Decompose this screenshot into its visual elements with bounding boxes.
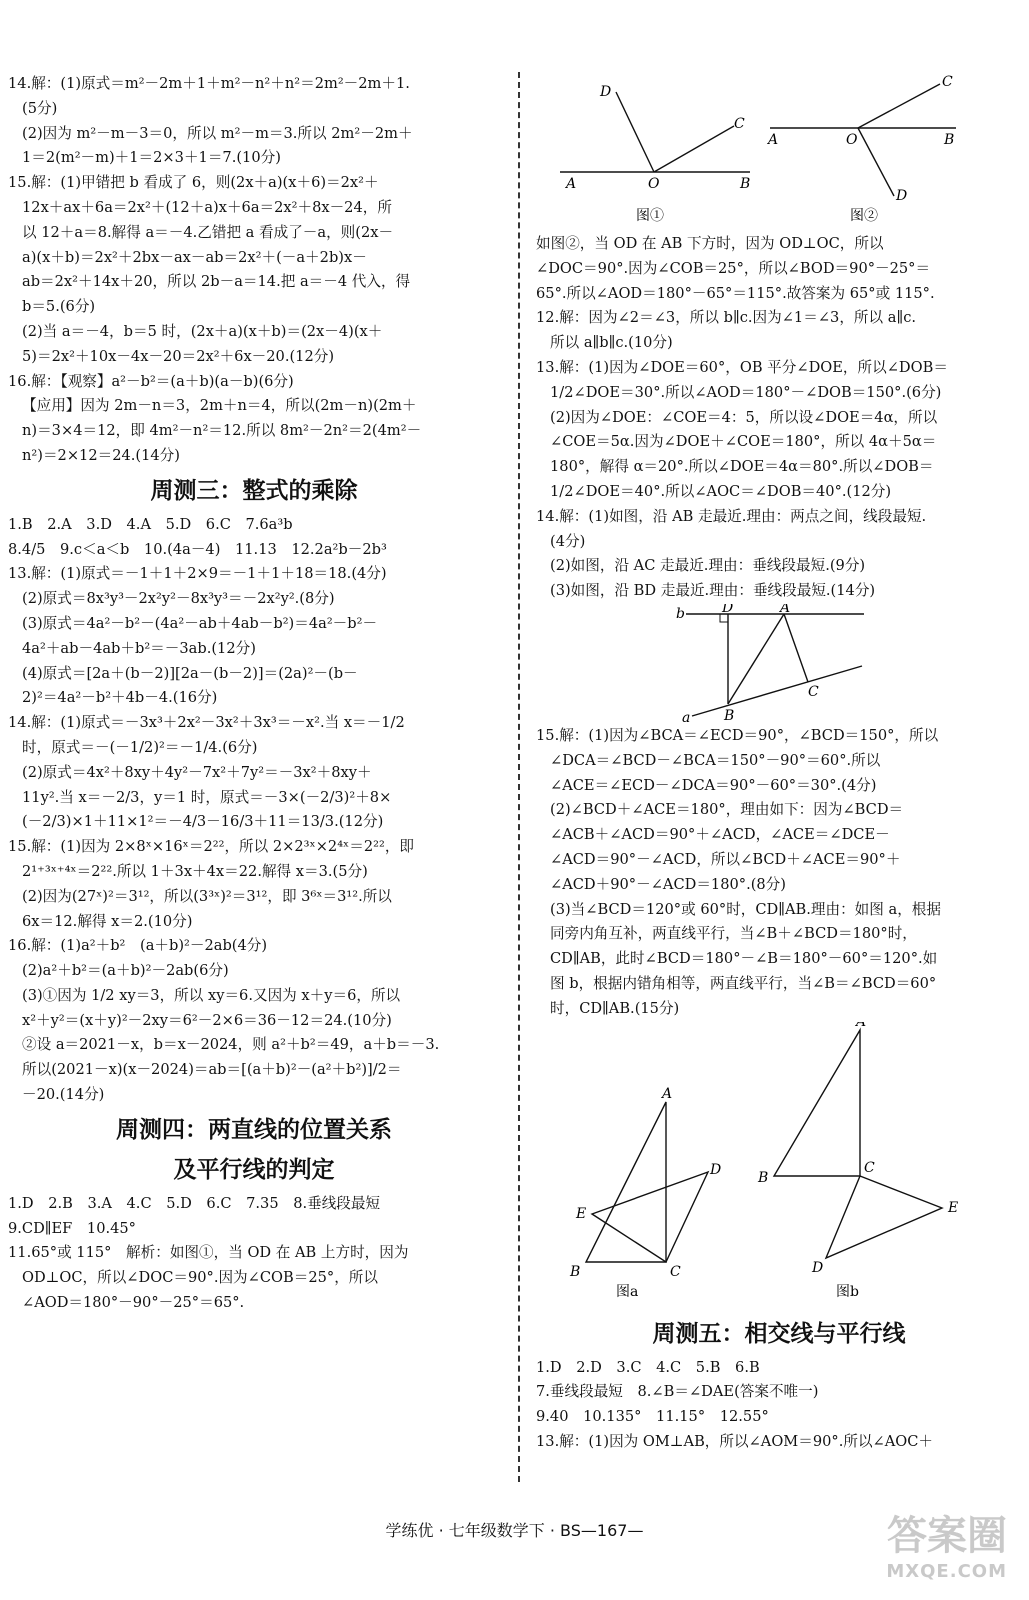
section-heading: 周测四：两直线的位置关系 xyxy=(116,1116,392,1143)
text-line: 12x＋ax＋6a＝2x²＋(12＋a)x＋6a＝2x²＋8x－24，所 xyxy=(22,198,392,216)
figure-angles-svg xyxy=(536,72,1022,232)
fig2-label-d: D xyxy=(896,188,908,204)
text-line: 时，CD∥AB.(15分) xyxy=(550,999,680,1017)
text-line: (2)当 a＝－4，b＝5 时，(2x＋a)(x＋b)＝(2x－4)(x＋ xyxy=(22,322,383,340)
text-line: 11.65°或 115° 解析：如图①，当 OD 在 AB 上方时，因为 xyxy=(8,1244,409,1262)
text-line: n)＝3×4＝12，即 4m²－n²＝12.所以 8m²－2n²＝2(4m²－ xyxy=(22,422,422,440)
text-line: ②设 a＝2021－x，b＝x－2024，则 a²＋b²＝49，a＋b＝－3. xyxy=(22,1036,440,1054)
fig1-label-c: C xyxy=(734,116,745,132)
text-line: n²)＝2×12＝24.(14分) xyxy=(22,446,180,464)
section-heading: 周测三：整式的乘除 xyxy=(150,477,358,504)
text-line: 15.解：(1)因为∠BCA＝∠ECD＝90°，∠BCD＝150°，所以 xyxy=(536,726,939,744)
text-line: ∠ACB＋∠ACD＝90°＋∠ACD，∠ACE＝∠DCE－ xyxy=(550,826,890,844)
text-line: 14.解：(1)原式＝m²－2m＋1＋m²－n²＋n²＝2m²－2m＋1. xyxy=(8,75,410,92)
fig1-label-b: B xyxy=(740,176,751,192)
text-line: (2)如图，沿 AC 走最近.理由：垂线段最短.(9分) xyxy=(550,557,866,575)
text-line: ∠AOD＝180°－90°－25°＝65°. xyxy=(22,1294,245,1312)
text-line: (2)原式＝4x²＋8xy＋4y²－7x²＋7y²＝－3x²＋8xy＋ xyxy=(22,763,372,781)
figb-triangle-cde xyxy=(826,1176,942,1258)
text-line: 12.解：因为∠2＝∠3，所以 b∥c.因为∠1＝∠3，所以 a∥c. xyxy=(536,309,917,327)
right-column-part-b xyxy=(536,724,1022,1022)
text-line: 7.垂线段最短 8.∠B＝∠DAE(答案不唯一) xyxy=(536,1383,819,1401)
figb-label-a: A xyxy=(856,1021,867,1030)
text-line: OD⊥OC，所以∠DOC＝90°.因为∠COB＝25°，所以 xyxy=(22,1269,378,1287)
fig1-caption: 图① xyxy=(636,208,664,224)
figa-label-a: A xyxy=(662,1085,673,1102)
text-line: (3)①因为 1/2 xy＝3，所以 xy＝6.又因为 x＋y＝6，所以 xyxy=(22,986,401,1004)
text-line: (2)因为(27ˣ)²＝3¹²，所以(3³ˣ)²＝3¹²，即 3⁶ˣ＝3¹².所以 xyxy=(22,887,392,905)
text-line: x²＋y²＝(x＋y)²－2xy＝6²－2×6＝36－12＝24.(10分) xyxy=(22,1011,392,1029)
segment-ac xyxy=(784,614,808,682)
text-line: a)(x＋b)＝2x²＋2bx－ax－ab＝2x²＋(－a＋2b)x－ xyxy=(22,248,367,266)
line-a xyxy=(692,666,862,716)
fig1-label-a: A xyxy=(566,176,577,192)
text-line: 以 12＋a＝8.解得 a＝－4.乙错把 a 看成了－a，则(2x－ xyxy=(22,223,394,241)
text-line: ∠DCA＝∠BCD－∠BCA＝150°－90°＝60°.所以 xyxy=(550,751,881,769)
text-line: ∠ACD＋90°－∠ACD＝180°.(8分) xyxy=(550,875,786,893)
right-column-part-c xyxy=(536,1316,1022,1455)
text-line: 1.B 2.A 3.D 4.A 5.D 6.C 7.6a³b xyxy=(8,515,293,533)
text-line: (2)原式＝8x³y³－2x²y²－8x³y³＝－2x²y².(8分) xyxy=(22,590,335,608)
text-line: 同旁内角互补，两直线平行，当∠B＋∠BCD＝180°时， xyxy=(550,925,917,943)
figure-paths-svg xyxy=(536,604,1022,724)
text-line: 11y².当 x＝－2/3，y＝1 时，原式＝－3×(－2/3)²＋8× xyxy=(22,788,392,806)
text-line: 15.解：(1)因为 2×8ˣ×16ˣ＝2²²，所以 2×2³ˣ×2⁴ˣ＝2²²，即 xyxy=(8,838,415,856)
figb-caption: 图b xyxy=(836,1283,859,1300)
text-line: (3)如图，沿 BD 走最近.理由：垂线段最短.(14分) xyxy=(550,582,876,600)
text-line: 5)＝2x²＋10x－4x－20＝2x²＋6x－20.(12分) xyxy=(22,347,335,365)
text-line: 1＝2(m²－m)＋1＝2×3＋1＝7.(10分) xyxy=(22,149,281,167)
text-line: 13.解：(1)原式＝－1＋1＋2×9＝－1＋1＋18＝18.(4分) xyxy=(8,565,387,583)
text-line: b＝5.(6分) xyxy=(22,298,96,316)
text-line: (5分) xyxy=(22,99,58,117)
text-line: 所以 a∥b∥c.(10分) xyxy=(550,334,673,352)
text-line: (2)a²＋b²＝(a＋b)²－2ab(6分) xyxy=(22,962,229,980)
text-line: (2)∠BCD＋∠ACE＝180°，理由如下：因为∠BCD＝ xyxy=(550,801,904,819)
text-line: 1/2∠DOE＝30°.所以∠AOD＝180°－∠DOB＝150°.(6分) xyxy=(550,383,942,401)
figure-triangles-svg xyxy=(536,1022,1022,1312)
paths-label-c: C xyxy=(808,683,819,700)
column-divider xyxy=(518,72,520,1482)
text-line: 15.解：(1)甲错把 b 看成了 6，则(2x＋a)(x＋6)＝2x²＋ xyxy=(8,174,379,192)
text-line: (4分) xyxy=(550,532,586,550)
figb-triangle-abc xyxy=(774,1030,860,1176)
segment-ab xyxy=(728,614,784,704)
text-line: (2)因为 m²－m－3＝0，所以 m²－m＝3.所以 2m²－2m＋ xyxy=(22,124,413,142)
fig2-label-b: B xyxy=(944,132,955,148)
fig1-ray-oc xyxy=(654,126,734,172)
text-line: 14.解：(1)如图，沿 AB 走最近.理由：两点之间，线段最短. xyxy=(536,507,927,525)
paths-label-a-line: a xyxy=(682,709,691,724)
watermark xyxy=(886,1504,1007,1582)
text-line: 14.解：(1)原式＝－3x³＋2x²－3x²＋3x³＝－x².当 x＝－1/2 xyxy=(8,714,405,732)
fig2-caption: 图② xyxy=(850,208,878,224)
text-line: 13.解：(1)因为∠DOE＝60°，OB 平分∠DOE，所以∠DOB＝ xyxy=(536,358,948,376)
figa-label-c: C xyxy=(670,1263,681,1280)
left-column xyxy=(8,72,500,1316)
section-heading: 及平行线的判定 xyxy=(173,1156,335,1183)
text-line: (－2/3)×1＋11×1²＝－4/3－16/3＋11＝13/3.(12分) xyxy=(22,813,384,831)
text-line: 180°，解得 α＝20°.所以∠DOE＝4α＝80°.所以∠DOB＝ xyxy=(550,458,934,476)
right-column-part-a xyxy=(536,232,1022,604)
figa-caption: 图a xyxy=(616,1283,639,1300)
fig1-label-o: O xyxy=(648,176,660,192)
text-line: 所以(2021－x)(x－2024)＝ab＝[(a＋b)²－(a²＋b²)]/2＝ xyxy=(22,1061,402,1079)
right-column xyxy=(536,72,1022,1455)
figb-label-e: E xyxy=(948,1199,959,1216)
text-line: 2)²＝4a²－b²＋4b－4.(16分) xyxy=(22,689,218,707)
fig1-ray-od xyxy=(616,92,654,172)
figb-label-b: B xyxy=(758,1169,769,1186)
text-line: ∠ACE＝∠ECD－∠DCA＝90°－60°＝30°.(4分) xyxy=(550,776,877,794)
text-line: (3)原式＝4a²－b²－(4a²－ab＋4ab－b²)＝4a²－b²－ xyxy=(22,614,378,632)
fig2-label-a: A xyxy=(768,132,779,148)
text-line: －20.(14分) xyxy=(22,1086,105,1104)
figure-triangles xyxy=(536,1022,1022,1312)
figure-angles-1-2 xyxy=(536,72,1022,232)
text-line: 1.D 2.B 3.A 4.C 5.D 6.C 7.35 8.垂线段最短 xyxy=(8,1194,381,1212)
text-line: 8.4/5 9.c＜a＜b 10.(4a－4) 11.13 12.2a²b－2b³ xyxy=(8,540,387,558)
text-line: ∠COE＝5α.因为∠DOE＋∠COE＝180°，所以 4α＋5α＝ xyxy=(550,433,937,451)
watermark-url: MXQE.COM xyxy=(886,1561,1007,1582)
figa-label-d: D xyxy=(710,1161,722,1178)
watermark-logo: 答案圈 xyxy=(887,1513,1007,1559)
paths-label-d: D xyxy=(722,603,734,616)
text-line: 4a²＋ab－4ab＋b²＝－3ab.(12分) xyxy=(22,639,256,657)
text-line: 65°.所以∠AOD＝180°－65°＝115°.故答案为 65°或 115°. xyxy=(536,284,935,302)
text-line: 【应用】因为 2m－n＝3，2m＋n＝4，所以(2m－n)(2m＋ xyxy=(22,397,417,415)
text-line: 时，原式＝－(－1/2)²＝－1/4.(6分) xyxy=(22,738,258,756)
text-line: (3)当∠BCD＝120°或 60°时，CD∥AB.理由：如图 a，根据 xyxy=(550,900,941,918)
text-line: ∠ACD＝90°－∠ACD，所以∠BCD＋∠ACE＝90°＋ xyxy=(550,850,901,868)
page-footer: 学练优 · 七年级数学下 · BS—167— xyxy=(385,1521,644,1540)
text-line: ab＝2x²＋14x＋20，所以 2b－a＝14.把 a＝－4 代入，得 xyxy=(22,273,411,291)
figa-triangle-cde xyxy=(592,1172,708,1262)
text-line: CD∥AB，此时∠BCD＝180°－∠B＝180°－60°＝120°.如 xyxy=(550,950,938,968)
fig2-label-c: C xyxy=(942,74,953,90)
figa-triangle-abc xyxy=(586,1102,666,1262)
text-line: 1/2∠DOE＝40°.所以∠AOC＝∠DOB＝40°.(12分) xyxy=(550,482,892,500)
text-line: 1.D 2.D 3.C 4.C 5.B 6.B xyxy=(536,1358,760,1376)
text-line: 9.40 10.135° 11.15° 12.55° xyxy=(536,1408,769,1426)
text-line: (2)因为∠DOE：∠COE＝4：5，所以设∠DOE＝4α，所以 xyxy=(550,408,938,426)
fig2-label-o: O xyxy=(846,132,858,148)
text-line: 如图②，当 OD 在 AB 下方时，因为 OD⊥OC，所以 xyxy=(536,235,884,252)
fig2-ray-oc xyxy=(858,84,940,128)
figa-label-e: E xyxy=(576,1205,587,1222)
section-heading: 周测五：相交线与平行线 xyxy=(652,1320,906,1347)
text-line: (4)原式＝[2a＋(b－2)][2a－(b－2)]＝(2a)²－(b－ xyxy=(22,664,358,682)
text-line: 13.解：(1)因为 OM⊥AB，所以∠AOM＝90°.所以∠AOC＋ xyxy=(536,1432,934,1450)
fig2-ray-od xyxy=(858,128,894,196)
figb-label-d: D xyxy=(812,1259,824,1276)
text-line: 16.解：【观察】a²－b²＝(a＋b)(a－b)(6分) xyxy=(8,372,294,390)
figure-paths xyxy=(536,604,1022,724)
text-line: 9.CD∥EF 10.45° xyxy=(8,1219,136,1237)
fig1-label-d: D xyxy=(600,84,612,100)
text-line: 6x＝12.解得 x＝2.(10分) xyxy=(22,912,193,930)
figb-label-c: C xyxy=(864,1159,875,1176)
text-line: 2¹⁺³ˣ⁺⁴ˣ＝2²².所以 1＋3x＋4x＝22.解得 x＝3.(5分) xyxy=(22,862,368,880)
figa-label-b: B xyxy=(570,1263,581,1280)
paths-label-b: B xyxy=(724,707,735,724)
text-line: ∠DOC＝90°.因为∠COB＝25°，所以∠BOD＝90°－25°＝ xyxy=(536,259,931,277)
text-line: 16.解：(1)a²＋b² (a＋b)²－2ab(4分) xyxy=(8,937,268,955)
paths-label-a: A xyxy=(780,603,791,616)
text-line: 图 b，根据内错角相等，两直线平行，当∠B＝∠BCD＝60° xyxy=(550,974,937,992)
paths-label-b-line: b xyxy=(676,605,685,622)
